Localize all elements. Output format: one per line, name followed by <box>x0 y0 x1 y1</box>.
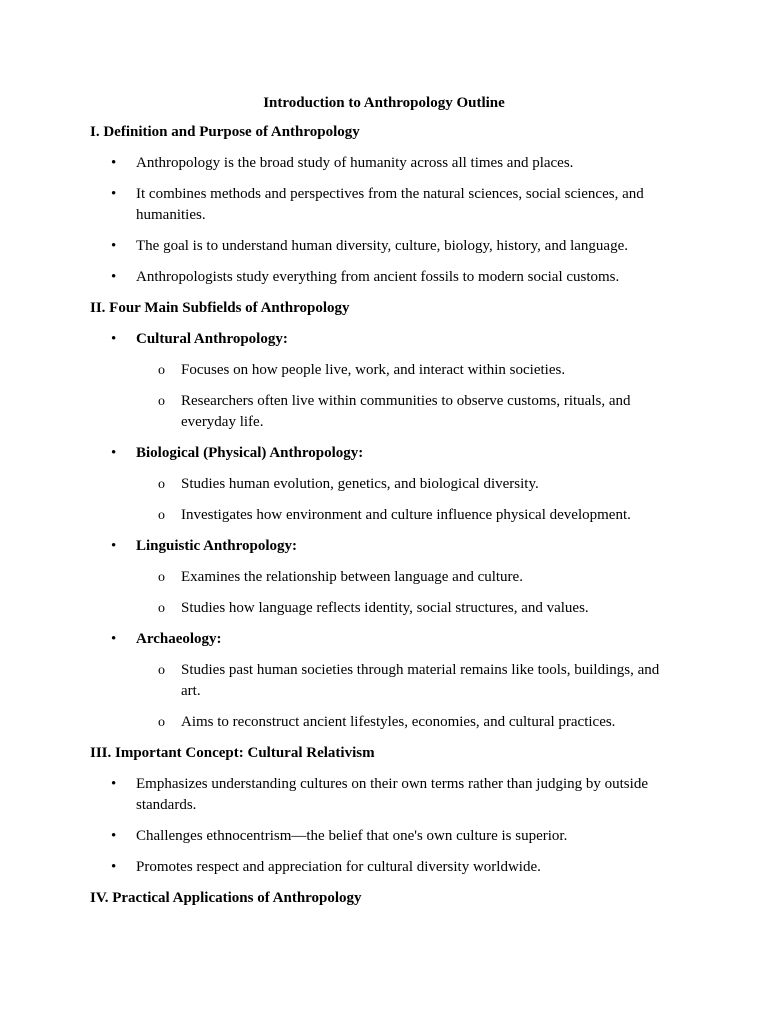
circle-bullet-icon: o <box>158 663 165 678</box>
list-item-text: Anthropology is the broad study of humanity across all times and places. <box>136 155 574 171</box>
subfield-title: Linguistic Anthropology: <box>136 538 298 554</box>
list-item <box>90 236 670 257</box>
sub-list-item-text: Studies human evolution, genetics, and biological diversity. <box>181 476 539 492</box>
list-item-text: The goal is to understand human diversity, culture, biology, history, and language. <box>136 238 628 254</box>
sub-list-item-text: Studies how language reflects identity, social structures, and values. <box>181 600 589 616</box>
subfield-title: Cultural Anthropology: <box>136 331 288 347</box>
bullet-icon: • <box>111 186 117 202</box>
sub-list-item-text: Examines the relationship between language and culture. <box>181 569 523 585</box>
circle-bullet-icon: o <box>158 508 165 523</box>
circle-bullet-icon: o <box>158 715 165 730</box>
list-item <box>90 774 670 816</box>
subfield-title: Biological (Physical) Anthropology: <box>136 445 364 461</box>
list-item <box>90 267 670 288</box>
sub-list-item <box>136 505 670 526</box>
list-item-text: Anthropologists study everything from ancient fossils to modern social customs. <box>136 269 620 285</box>
sub-bullet-list <box>136 360 670 433</box>
sub-list-item-text: Investigates how environment and culture influence physical development. <box>181 507 631 523</box>
list-item-text: Challenges ethnocentrism—the belief that one's own culture is superior. <box>136 828 568 844</box>
list-item <box>90 826 670 847</box>
sub-list-item-text: Researchers often live within communities to observe customs, rituals, and everyday life. <box>181 393 631 430</box>
sub-list-item-text: Studies past human societies through material remains like tools, buildings, and art. <box>181 662 660 699</box>
sub-bullet-list <box>136 474 670 526</box>
circle-bullet-icon: o <box>158 601 165 616</box>
bullet-icon: • <box>111 238 117 254</box>
section-heading: III. Important Concept: Cultural Relativism <box>90 745 375 761</box>
sub-list-item <box>136 567 670 588</box>
section-heading: I. Definition and Purpose of Anthropology <box>90 124 360 140</box>
section-practical-applications <box>90 888 670 908</box>
document-title: Introduction to Anthropology Outline <box>263 95 505 111</box>
list-item <box>90 153 670 174</box>
document-body <box>90 122 670 919</box>
list-item-cultural <box>90 329 670 433</box>
list-item-linguistic <box>90 536 670 619</box>
circle-bullet-icon: o <box>158 477 165 492</box>
section-heading: II. Four Main Subfields of Anthropology <box>90 300 350 316</box>
bullet-list <box>90 153 670 288</box>
list-item-text: It combines methods and perspectives from the natural sciences, social sciences, and humanities. <box>136 186 644 223</box>
sub-list-item <box>136 360 670 381</box>
circle-bullet-icon: o <box>158 363 165 378</box>
sub-list-item <box>136 712 670 733</box>
list-item <box>90 184 670 226</box>
circle-bullet-icon: o <box>158 570 165 585</box>
list-item-text: Emphasizes understanding cultures on their own terms rather than judging by outside standards. <box>136 776 648 813</box>
bullet-icon: • <box>111 269 117 285</box>
subfield-title: Archaeology: <box>136 631 222 647</box>
list-item-text: Promotes respect and appreciation for cultural diversity worldwide. <box>136 859 541 875</box>
section-cultural-relativism <box>90 743 670 878</box>
sub-list-item <box>136 474 670 495</box>
sub-list-item-text: Aims to reconstruct ancient lifestyles, economies, and cultural practices. <box>181 714 616 730</box>
bullet-icon: • <box>111 445 117 461</box>
list-item <box>90 857 670 878</box>
list-item-archaeology <box>90 629 670 733</box>
bullet-icon: • <box>111 631 117 647</box>
bullet-list <box>90 774 670 878</box>
section-heading: IV. Practical Applications of Anthropology <box>90 890 362 906</box>
bullet-icon: • <box>111 155 117 171</box>
sub-list-item <box>136 598 670 619</box>
bullet-icon: • <box>111 859 117 875</box>
section-subfields <box>90 298 670 733</box>
bullet-icon: • <box>111 331 117 347</box>
sub-list-item-text: Focuses on how people live, work, and interact within societies. <box>181 362 566 378</box>
bullet-list <box>90 329 670 733</box>
bullet-icon: • <box>111 538 117 554</box>
circle-bullet-icon: o <box>158 394 165 409</box>
sub-list-item <box>136 660 670 702</box>
bullet-icon: • <box>111 776 117 792</box>
list-item-biological <box>90 443 670 526</box>
sub-list-item <box>136 391 670 433</box>
section-definition <box>90 122 670 288</box>
sub-bullet-list <box>136 567 670 619</box>
bullet-icon: • <box>111 828 117 844</box>
sub-bullet-list <box>136 660 670 733</box>
